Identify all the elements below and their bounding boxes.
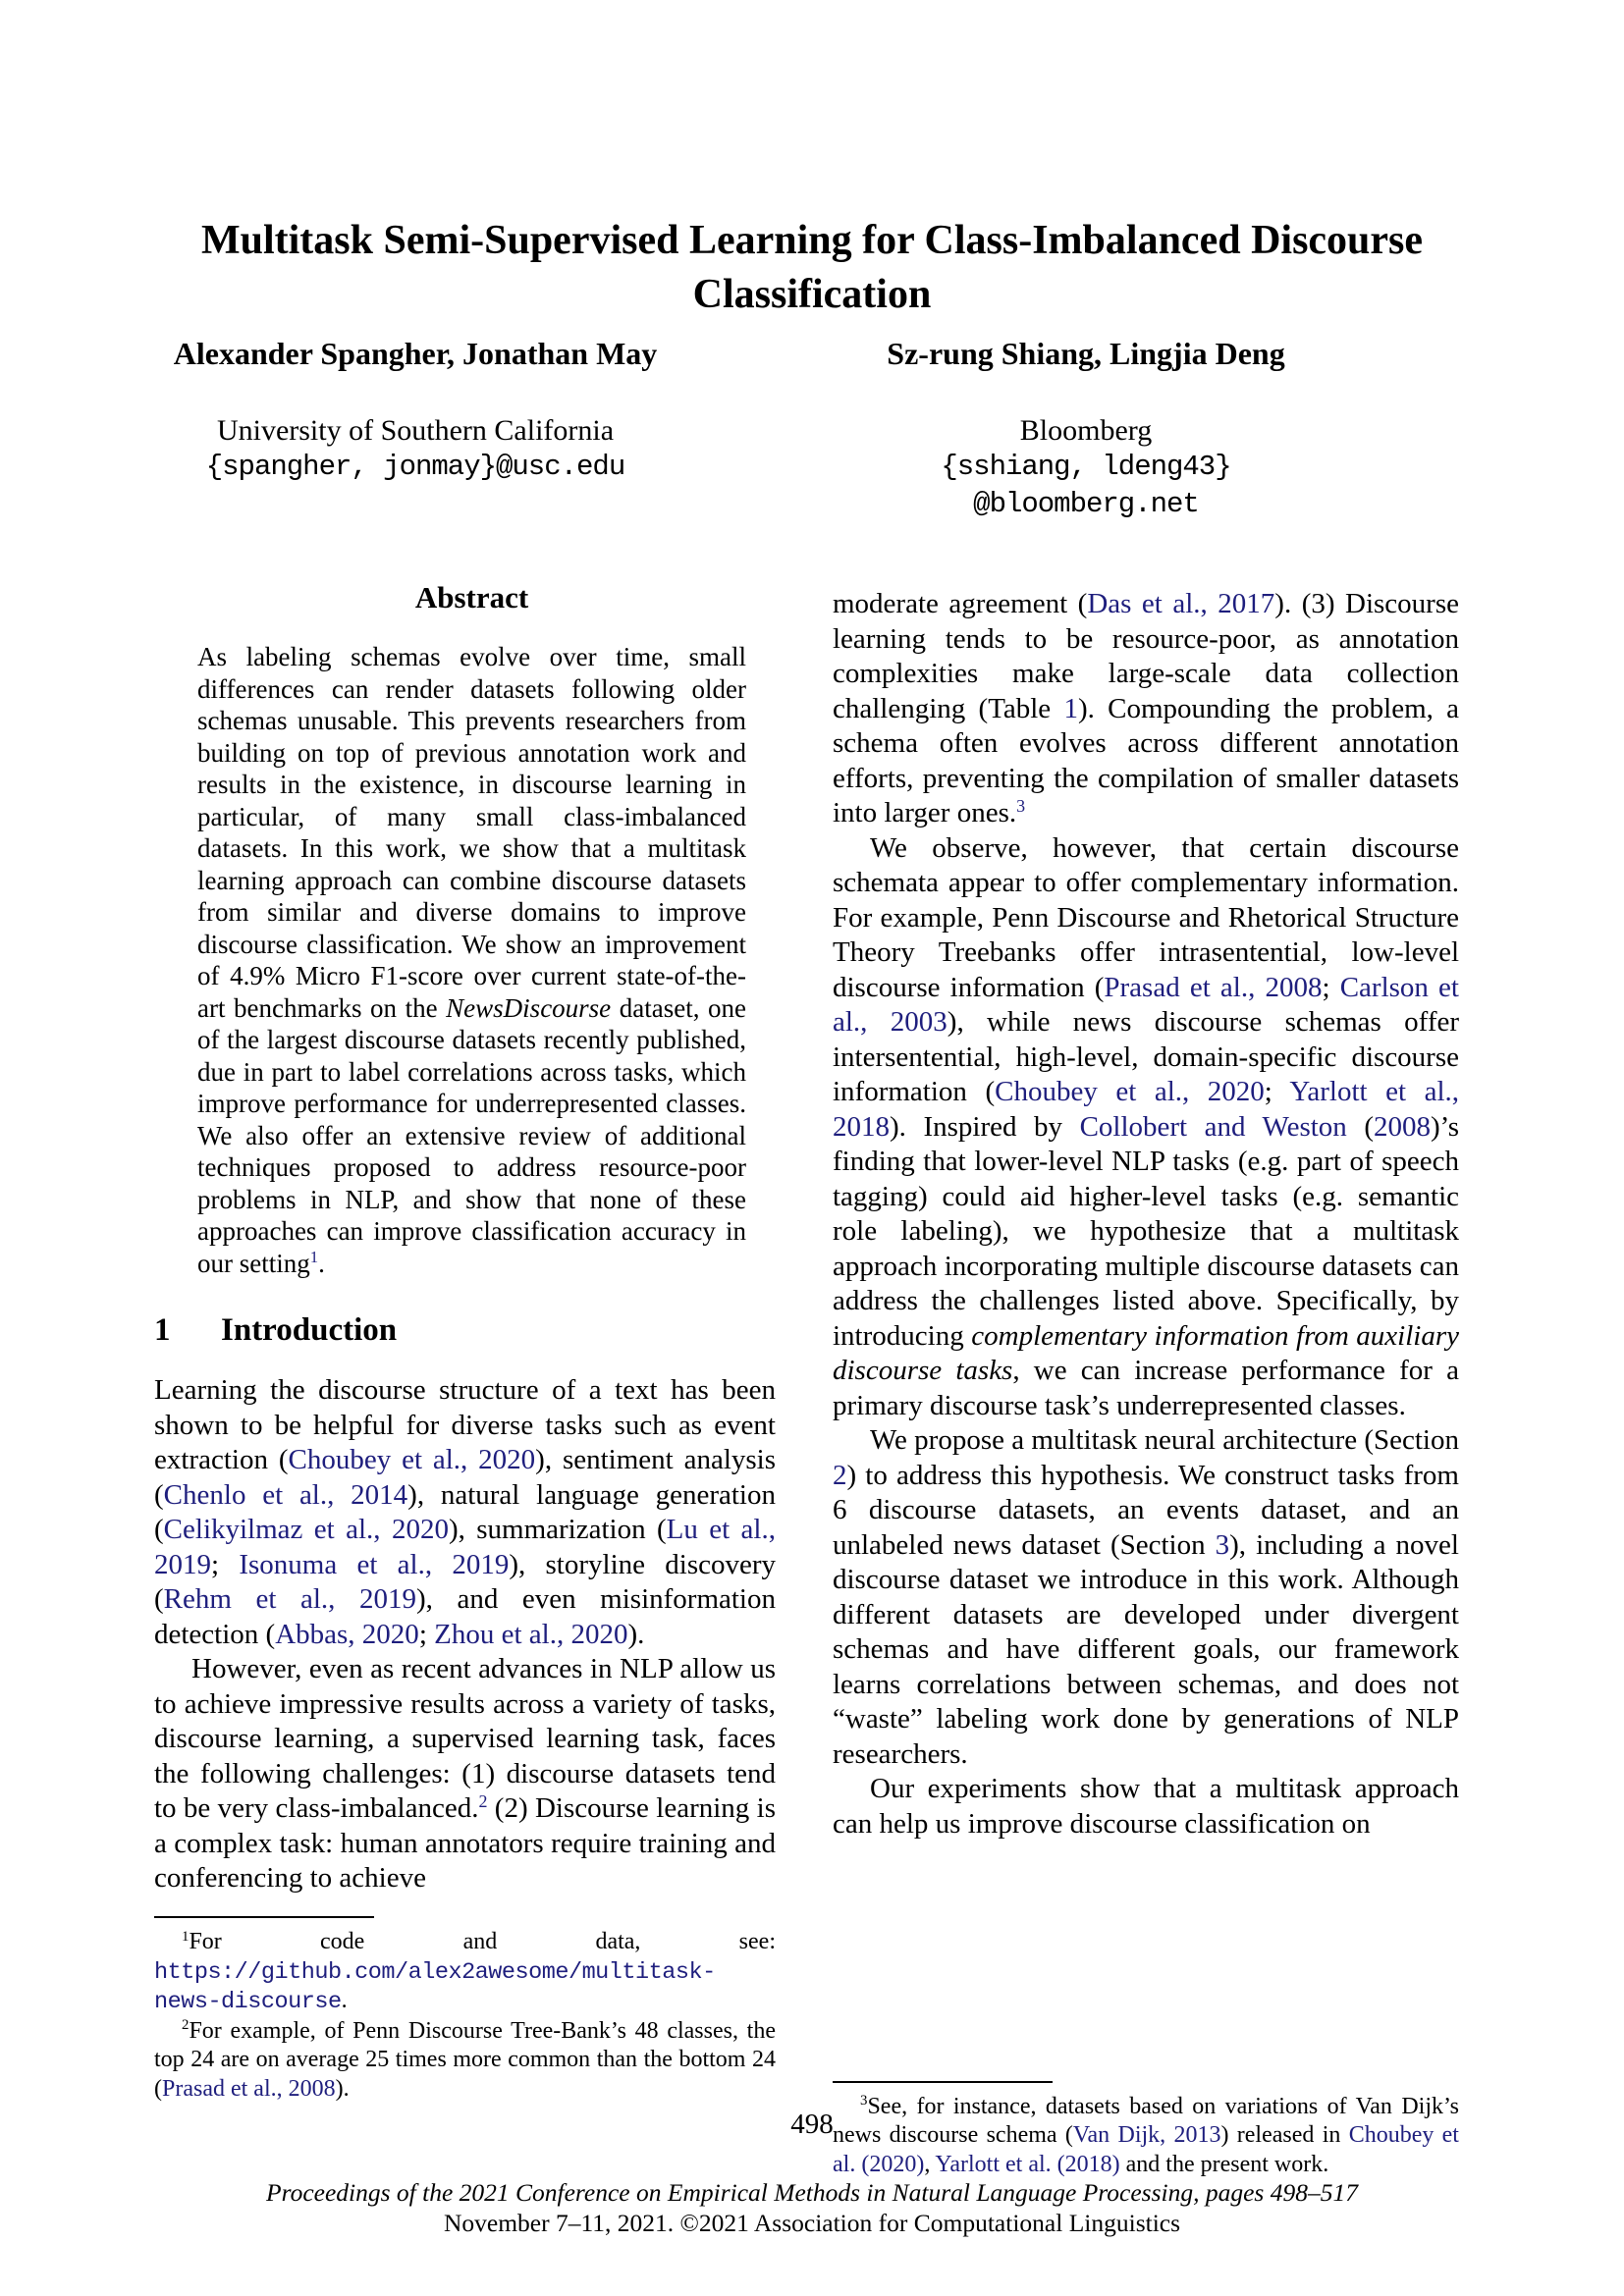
- footnote-ref-link[interactable]: 1: [309, 1248, 319, 1267]
- citation-link[interactable]: Choubey et al., 2020: [995, 1076, 1265, 1107]
- text-segment: ). Compounding the problem, a schema often evolves across different annotation efforts, preventing the compilation of smaller datasets into larger ones.: [833, 692, 1459, 828]
- section-title: Introduction: [221, 1312, 398, 1348]
- footnote-ref-link[interactable]: 2: [478, 1791, 488, 1812]
- emphasis-text: complementary information from auxiliary discourse tasks: [833, 1319, 1460, 1386]
- footnote-1: [154, 1928, 776, 2017]
- page-title: [0, 214, 1624, 322]
- citation-link[interactable]: Celikyilmaz et al., 2020: [163, 1514, 449, 1545]
- text-segment: , we can increase performance for a primary discourse task’s underrepresented classes.: [833, 1355, 1459, 1421]
- proceedings-footer: [0, 2177, 1624, 2238]
- text-segment: ) released in: [1220, 2122, 1349, 2148]
- section-heading-introduction: [154, 1310, 776, 1350]
- text-segment: ).: [627, 1618, 645, 1650]
- citation-link[interactable]: Chenlo et al., 2014: [163, 1478, 408, 1511]
- author-email-left: {spangher, jonmay}@usc.edu: [205, 451, 625, 483]
- citation-link[interactable]: Lu et al., 2019: [154, 1514, 776, 1580]
- text-segment: (: [1346, 1110, 1374, 1143]
- text-segment: For example, of Penn Discourse Tree-Bank’s 48 classes, the top 24 are on average 25 times more common than the bottom 24 (: [154, 2017, 776, 2102]
- authors-row: [0, 334, 1624, 530]
- text-segment: )’s finding that lower-level NLP tasks (e.g. part of speech tagging) could aid higher-level tasks (e.g. semantic role labeling), we hypothesize that a multitask approach incorporating multiple discourse datasets can address the challenges listed above. Specifically, by introducing: [833, 1110, 1459, 1352]
- citation-link[interactable]: 2008: [1374, 1110, 1431, 1143]
- citation-link[interactable]: Yarlott et al. (2018): [935, 2151, 1120, 2177]
- citation-link[interactable]: 2: [833, 1459, 847, 1491]
- footnote-block-left: [154, 1916, 776, 2104]
- footnote-marker: 3: [860, 2093, 868, 2109]
- text-segment: ), natural language generation (: [154, 1478, 776, 1545]
- author-affiliation-left: University of Southern California: [216, 414, 615, 447]
- text-segment: ;: [1322, 971, 1340, 1003]
- text-segment: ), storyline discovery (: [154, 1548, 777, 1615]
- footnote-marker: 1: [182, 1928, 189, 1945]
- body-paragraph-experiments: [833, 1772, 1459, 1842]
- text-segment: We propose a multitask neural architecture (Section: [870, 1424, 1459, 1456]
- text-segment: ). (3) Discourse learning tends to be resource-poor, as annotation complexities make large-scale data collection challenging (Table: [833, 588, 1459, 724]
- citation-link[interactable]: Choubey et al., 2020: [288, 1444, 536, 1475]
- page-title-line1: Multitask Semi-Supervised Learning for Class-Imbalanced Discourse: [200, 218, 1424, 263]
- body-paragraph-observe: [833, 831, 1459, 1424]
- citation-link[interactable]: Zhou et al., 2020: [434, 1618, 628, 1650]
- author-block-right: [791, 334, 1380, 523]
- author-email-right-line1: {sshiang, ldeng43}: [941, 451, 1231, 483]
- footnote-rule-right: [833, 2081, 1053, 2083]
- footnote-2: [154, 2017, 776, 2105]
- text-segment: and the present work.: [1119, 2151, 1329, 2177]
- citation-link[interactable]: Van Dijk, 2013: [1072, 2122, 1221, 2148]
- text-segment: ), summarization (: [448, 1514, 667, 1545]
- body-paragraph-continuation: [833, 587, 1459, 831]
- intro-paragraph-2: [154, 1652, 776, 1896]
- title-block: [0, 214, 1624, 322]
- intro-paragraph-1: [154, 1373, 776, 1652]
- footnote-rule-left: [154, 1916, 374, 1918]
- text-segment: For code and data, see:: [189, 1929, 776, 1954]
- author-block-left: [121, 334, 710, 486]
- page-title-line2: Classification: [692, 272, 932, 317]
- citation-link[interactable]: Collobert and Weston: [1079, 1110, 1347, 1143]
- text-segment: Our experiments show that a multitask approach can help us improve discourse classification on: [833, 1773, 1459, 1840]
- text-segment: .: [341, 1988, 348, 2013]
- section-number: 1: [154, 1312, 171, 1348]
- text-segment: As labeling schemas evolve over time, small differences can render datasets following older schemas unusable. This prevents researchers from building on top of previous annotation work and results in the existence, in discourse learning in particular, of many small class-imbalanced datasets. In this work, we show that a multitask learning approach can combine discourse datasets from similar and diverse domains to improve discourse classification. We show an improvement of 4.9% Micro F1-score over current state-of-the-art benchmarks on the: [197, 642, 746, 1023]
- author-names-right: Sz-rung Shiang, Lingjia Deng: [887, 336, 1285, 371]
- abstract-paragraph: [197, 641, 746, 1279]
- citation-link[interactable]: Yarlott et al., 2018: [833, 1076, 1459, 1143]
- citation-link[interactable]: Choubey et al. (2020): [833, 2122, 1459, 2177]
- author-affiliation-right: Bloomberg: [1019, 414, 1153, 447]
- text-segment: moderate agreement (: [833, 588, 1088, 619]
- page-number: 498: [790, 2109, 834, 2140]
- text-segment: ;: [418, 1618, 435, 1650]
- emphasis-text: NewsDiscourse: [446, 992, 612, 1023]
- text-segment: ). Inspired by: [890, 1110, 1080, 1143]
- left-column: [154, 572, 776, 2104]
- text-segment: .: [318, 1248, 325, 1278]
- text-segment: ,: [924, 2151, 936, 2177]
- copyright-line: November 7–11, 2021. ©2021 Association for Computational Linguistics: [443, 2209, 1181, 2237]
- text-segment: ), sentiment analysis (: [154, 1444, 777, 1511]
- citation-link[interactable]: Carlson et al., 2003: [833, 971, 1459, 1038]
- text-segment: ).: [335, 2075, 350, 2102]
- text-segment: ) to address this hypothesis. We construct tasks from 6 discourse datasets, an events dataset, and an unlabeled news dataset (Section: [833, 1459, 1459, 1561]
- citation-link[interactable]: 1: [1063, 692, 1078, 724]
- text-segment: ;: [211, 1548, 240, 1580]
- text-segment: See, for instance, datasets based on variations of Van Dijk’s news discourse schema (: [833, 2093, 1459, 2148]
- body-paragraph-propose: [833, 1423, 1459, 1772]
- text-segment: However, even as recent advances in NLP allow us to achieve impressive results across a variety of tasks, discourse learning, a supervised learning task, faces the following challenges: (1) discourse datasets tend to be very class-imbalanced.: [154, 1653, 776, 1824]
- text-segment: ), and even misinformation detection (: [154, 1583, 776, 1650]
- abstract-section: [154, 572, 776, 1279]
- text-segment: (2) Discourse learning is a complex task: human annotators require training and conferencing to achieve: [154, 1792, 776, 1894]
- right-column: [833, 587, 1459, 2179]
- citation-link[interactable]: Isonuma et al., 2019: [239, 1548, 510, 1580]
- abstract-heading: Abstract: [414, 580, 529, 614]
- footnote-marker: 2: [182, 2017, 189, 2034]
- author-names-left: Alexander Spangher, Jonathan May: [173, 336, 658, 371]
- proceedings-line: Proceedings of the 2021 Conference on Empirical Methods in Natural Language Processing, pages 498–517: [266, 2178, 1358, 2207]
- citation-link[interactable]: Prasad et al., 2008: [1104, 971, 1323, 1003]
- author-email-right-line2: @bloomberg.net: [973, 488, 1199, 520]
- footnote-ref-link[interactable]: 3: [1016, 796, 1026, 817]
- citation-link[interactable]: Das et al., 2017: [1087, 588, 1275, 619]
- text-segment: ), including a novel discourse dataset we introduce in this work. Although different datasets are developed under divergent schemas and have different goals, our framework learns correlations between schemas, and does not “waste” labeling work done by generations of NLP researchers.: [833, 1528, 1459, 1770]
- text-segment: Learning the discourse structure of a text has been shown to be helpful for diverse tasks such as event extraction (: [154, 1374, 776, 1475]
- citation-link[interactable]: Prasad et al., 2008: [162, 2075, 336, 2102]
- text-segment: We observe, however, that certain discourse schemata appear to offer complementary information. For example, Penn Discourse and Rhetorical Structure Theory Treebanks offer intrasentential, low-level discourse information (: [833, 831, 1459, 1003]
- text-segment: ), while news discourse schemas offer intersentential, high-level, domain-specific discourse information (: [833, 1006, 1460, 1107]
- citation-link[interactable]: Abbas, 2020: [275, 1618, 419, 1650]
- text-segment: dataset, one of the largest discourse datasets recently published, due in part to label correlations across tasks, which improve performance for underrepresented classes. We also offer an extensive review of additional techniques proposed to address resource-poor problems in NLP, and show that none of these approaches can improve classification accuracy in our setting: [197, 992, 746, 1278]
- citation-link[interactable]: 3: [1215, 1528, 1230, 1561]
- url-link[interactable]: https://github.com/alex2awesome/multitask-news-discourse: [154, 1958, 716, 2015]
- text-segment: ;: [1264, 1076, 1290, 1107]
- citation-link[interactable]: Rehm et al., 2019: [163, 1583, 416, 1615]
